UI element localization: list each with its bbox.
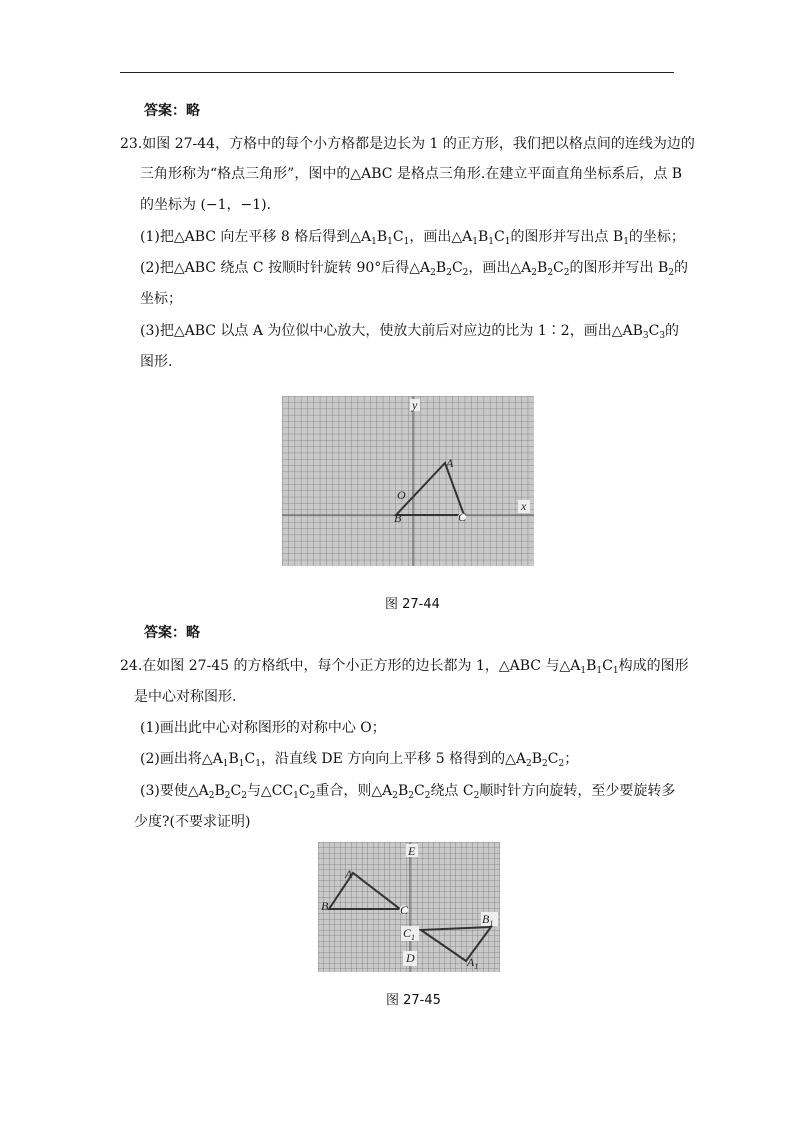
text-run: 与△CC [246,783,294,799]
subscript: 1 [612,666,619,676]
q24-part2 [140,749,578,769]
subscript: 1 [488,237,494,247]
subscript: 2 [408,791,414,801]
text-run: 的 [673,260,688,276]
origin-label: O [397,488,406,502]
text-run: B [435,260,447,276]
point-b-label: B [321,899,329,913]
subscript: 1 [623,237,629,247]
point-c1-label: $C_1$ [403,926,416,942]
text-run: 重合，则△A [315,783,393,799]
text-run: B [376,229,388,245]
subscript: 2 [392,791,398,801]
y-axis-label: y [412,398,418,412]
q23-part2 [140,258,688,278]
text-run: (2)把△ABC 绕点 C 按顺时针旋转 90°后得△A [140,260,431,276]
text-run: B [228,751,239,767]
text-run: (2)画出将△A [140,751,223,767]
answer-label-2: 答案：略 [144,625,200,641]
subscript: 2 [547,268,554,278]
point-d-label: D [406,951,415,965]
subscript: 1 [387,237,393,247]
point-e-label: E [408,844,416,858]
answer-label: 答案：略 [144,103,200,119]
text-run: C [392,229,404,245]
text-run: (1)把△ABC 向左平移 8 格后得到△A [140,229,372,245]
text-run: C [298,783,310,799]
q23-part3 [140,321,679,341]
point-a1-label: $A_1$ [467,955,479,971]
q23-line2: 三角形称为“格点三角形”，图中的△ABC 是格点三角形.在建立平面直角坐标系后，点 B [140,166,683,182]
subscript: 1 [222,759,229,769]
subscript: 2 [446,268,452,278]
text-run: C [493,229,505,245]
text-run: B [397,783,409,799]
subscript: 1 [255,759,261,769]
subscript: 2 [525,759,532,769]
text-run: ，沿直线 DE 方向向上平移 5 格得到的△A [260,751,526,767]
text-run: 绕点 C [430,783,474,799]
subscript: 2 [430,268,436,278]
point-b-label: B [394,511,402,525]
subscript: 2 [241,791,247,801]
subscript: 2 [462,268,469,278]
text-run: B [537,260,548,276]
subscript: 2 [668,268,674,278]
subscript: 2 [542,759,548,769]
point-c-label: C [400,903,409,917]
q24-part3 [140,781,675,801]
q24-part1: (1)画出此中心对称图形的对称中心 O； [140,720,386,736]
text-run: C [547,751,559,767]
text-run: (3)要使△A [140,783,209,799]
text-run: ，画出△A [468,260,532,276]
subscript: 1 [371,237,377,247]
text-run: 24.在如图 27-45 的方格纸中，每个小正方形的边长都为 1，△ABC 与△A [120,658,581,674]
q24-line1 [120,656,689,676]
subscript: 1 [580,666,587,676]
text-run: C [648,323,660,339]
subscript: 2 [563,268,570,278]
subscript: 3 [642,331,649,341]
subscript: 2 [558,759,565,769]
text-run: C [230,783,242,799]
q23-part1 [140,227,685,247]
text-run: B [586,658,597,674]
subscript: 1 [238,759,245,769]
text-run: B [477,229,489,245]
q23-line1: 23.如图 27-44，方格中的每个小方格都是边长为 1 的正方形，我们把以格点间的连线为边的 [120,136,695,152]
subscript: 1 [293,791,299,801]
subscript: 2 [531,268,538,278]
q23-part3-cont: 图形. [140,354,173,370]
text-run: 的 [665,323,680,339]
subscript: 1 [504,237,511,247]
subscript: 3 [659,331,666,341]
subscript: 1 [403,237,410,247]
text-run: C [602,658,613,674]
text-run: B [214,783,225,799]
text-run: C [553,260,564,276]
subscript: 2 [208,791,215,801]
figure-27-45-caption: 图 27-45 [386,993,441,1008]
point-b1-label: $B_1$ [482,912,494,928]
text-run: 的坐标； [628,229,685,245]
q24-part3-cont: 少度?(不要求证明) [134,814,251,830]
text-run: ，画出△A [409,229,473,245]
q24-line2: 是中心对称图形. [134,689,237,705]
text-run: ； [564,751,579,767]
text-run: (3)把△ABC 以点 A 为位似中心放大，使放大前后对应边的比为 1∶2，画出△AB [140,323,643,339]
q23-line3: 的坐标为 (−1，−1)． [140,197,281,213]
q23-part2-cont: 坐标； [140,291,182,307]
text-run: 的图形并写出 B [569,260,669,276]
subscript: 2 [309,791,316,801]
point-a-label: A [446,456,454,470]
subscript: 1 [596,666,603,676]
text-run: 的图形并写出点 B [510,229,624,245]
subscript: 1 [472,237,478,247]
subscript: 2 [473,791,480,801]
header-rule [120,72,674,73]
subscript: 2 [224,791,231,801]
figure-27-44-caption: 图 27-44 [385,597,440,612]
text-run: C [451,260,463,276]
point-c-label: C [458,510,467,524]
text-run: C [413,783,425,799]
x-axis-label: x [521,499,527,513]
point-a-label: A [345,867,353,881]
text-run: 顺时针方向旋转，至少要旋转多 [479,783,676,799]
text-run: B [531,751,542,767]
figure-27-45 [318,842,500,972]
figure-27-44 [282,396,534,566]
subscript: 2 [424,791,431,801]
text-run: 构成的图形 [618,658,689,674]
text-run: C [244,751,256,767]
